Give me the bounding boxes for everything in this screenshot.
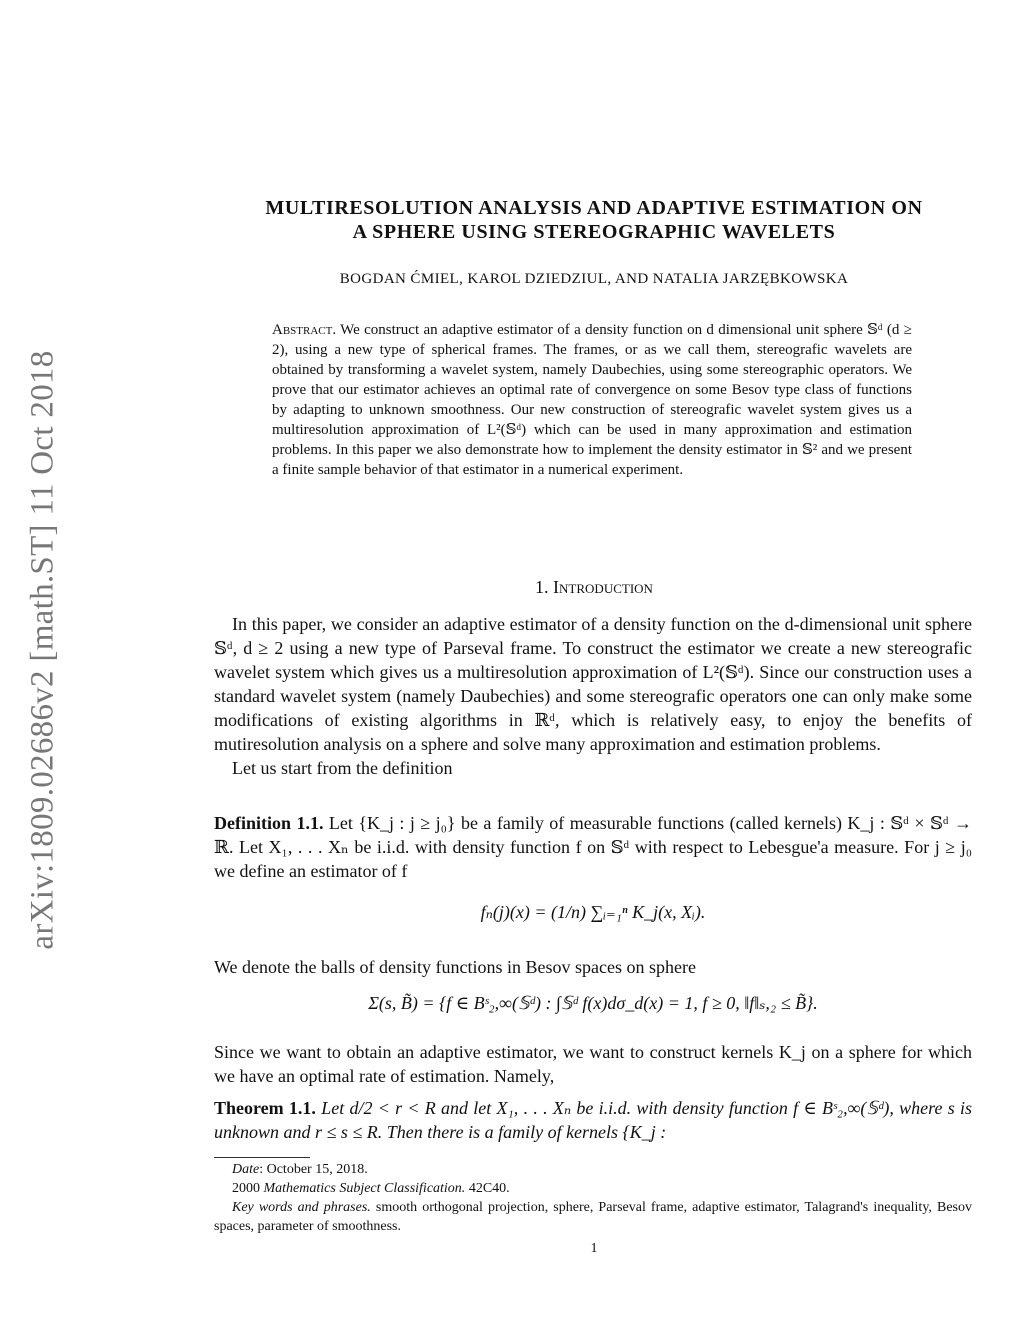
definition-text: Let {K_j : j ≥ j₀} be a family of measurable functions (called kernels) K_j : 𝕊ᵈ × 𝕊ᵈ → ℝ. Let X₁, . . . Xₙ be i.i.d. with density function f on 𝕊ᵈ with respect to Lebesgue'a measure. For j ≥ j₀ we define an estimator of f [214, 813, 972, 881]
abstract-text: We construct an adaptive estimator of a density function on d dimensional unit sphere 𝕊ᵈ (d ≥ 2), using a new type of spherical frames. The frames, or as we call them, stereografic wavelets are obtained by transforming a wavelet system, namely Daubechies, using some stereographic operators. We prove that our estimator achieves an optimal rate of convergence on some Besov type class of functions by adapting to unknown smoothness. Our new construction of stereografic wavelet system gives us a multiresolution approximation of L²(𝕊ᵈ) which can be used in many approximation and estimation problems. In this paper we also demonstrate how to implement the density estimator in 𝕊² and we present a finite sample behavior of that estimator in a numerical experiment. [272, 322, 912, 478]
title-line-1: MULTIRESOLUTION ANALYSIS AND ADAPTIVE ESTIMATION ON [265, 197, 923, 219]
footnote-msc [214, 1179, 972, 1198]
arxiv-identifier: arXiv:1809.02686v2 [math.ST] 11 Oct 2018 [24, 350, 61, 950]
definition-label: Definition 1.1. [214, 813, 324, 833]
arxiv-sidebar [8, 335, 78, 965]
section-heading: 1. Introduction [535, 577, 653, 597]
definition-block [214, 811, 972, 883]
msc-prefix: 2000 [232, 1181, 260, 1196]
theorem-label: Theorem 1.1. [214, 1098, 316, 1118]
footnote-keywords [214, 1198, 972, 1236]
msc-label: Mathematics Subject Classification. [263, 1181, 466, 1196]
title-line-2: A SPHERE USING STEREOGRAPHIC WAVELETS [352, 221, 836, 243]
footnote-rule [214, 1157, 310, 1158]
msc-value: 42C40. [468, 1181, 510, 1196]
footnote-date [214, 1160, 972, 1179]
date-value: : October 15, 2018. [259, 1162, 368, 1177]
kernels-paragraph: Since we want to obtain an adaptive estimator, we want to construct kernels K_j on a sphere for which we have an optimal rate of estimation. Namely, [214, 1042, 972, 1086]
abstract-label: Abstract. [272, 322, 337, 338]
page-number: 1 [590, 1241, 598, 1256]
intro-paragraph: In this paper, we consider an adaptive estimator of a density function on the d-dimensional unit sphere 𝕊ᵈ, d ≥ 2 using a new type of Parseval frame. To construct the estimator we create a new stereografic wavelet system which gives us a multiresolution approximation of L²(𝕊ᵈ). Since our construction uses a standard wavelet system (namely Daubechies) and some stereografic operators one can only make some modifications of existing algorithms in ℝᵈ, which is relatively easy, to enjoy the benefits of mutiresolution analysis on a sphere and solve many approximation and estimation problems. [214, 614, 972, 754]
abstract [272, 320, 912, 480]
footnotes [214, 1160, 972, 1236]
estimator-formula: fₙ(j)(x) = (1/n) ∑ᵢ₌₁ⁿ K_j(x, Xᵢ). [480, 902, 706, 922]
theorem-block [214, 1096, 972, 1144]
keywords-label: Key words and phrases. [232, 1200, 371, 1215]
sigma-formula: Σ(s, B̃) = {f ∈ Bˢ₂,∞(𝕊ᵈ) : ∫𝕊ᵈ f(x)dσ_d(x) = 1, f ≥ 0, ‖f‖ₛ,₂ ≤ B̃}. [368, 993, 818, 1013]
author-list: BOGDAN ĆMIEL, KAROL DZIEDZIUL, AND NATALIA JARZĘBKOWSKA [339, 271, 849, 287]
start-line: Let us start from the definition [232, 758, 453, 778]
date-label: Date [232, 1162, 260, 1177]
theorem-text: Let d/2 < r < R and let X₁, . . . Xₙ be i.i.d. with density function f ∈ Bˢ₂,∞(𝕊ᵈ), where s is unknown and r ≤ s ≤ R. Then there is a family of kernels {K_j : [214, 1098, 973, 1142]
paper-title [214, 196, 974, 244]
balls-line: We denote the balls of density functions in Besov spaces on sphere [214, 957, 696, 977]
intro-block [214, 612, 972, 780]
keywords-value: smooth orthogonal projection, sphere, Parseval frame, adaptive estimator, Talagrand's inequality, Besov spaces, parameter of smoothness. [214, 1200, 972, 1234]
